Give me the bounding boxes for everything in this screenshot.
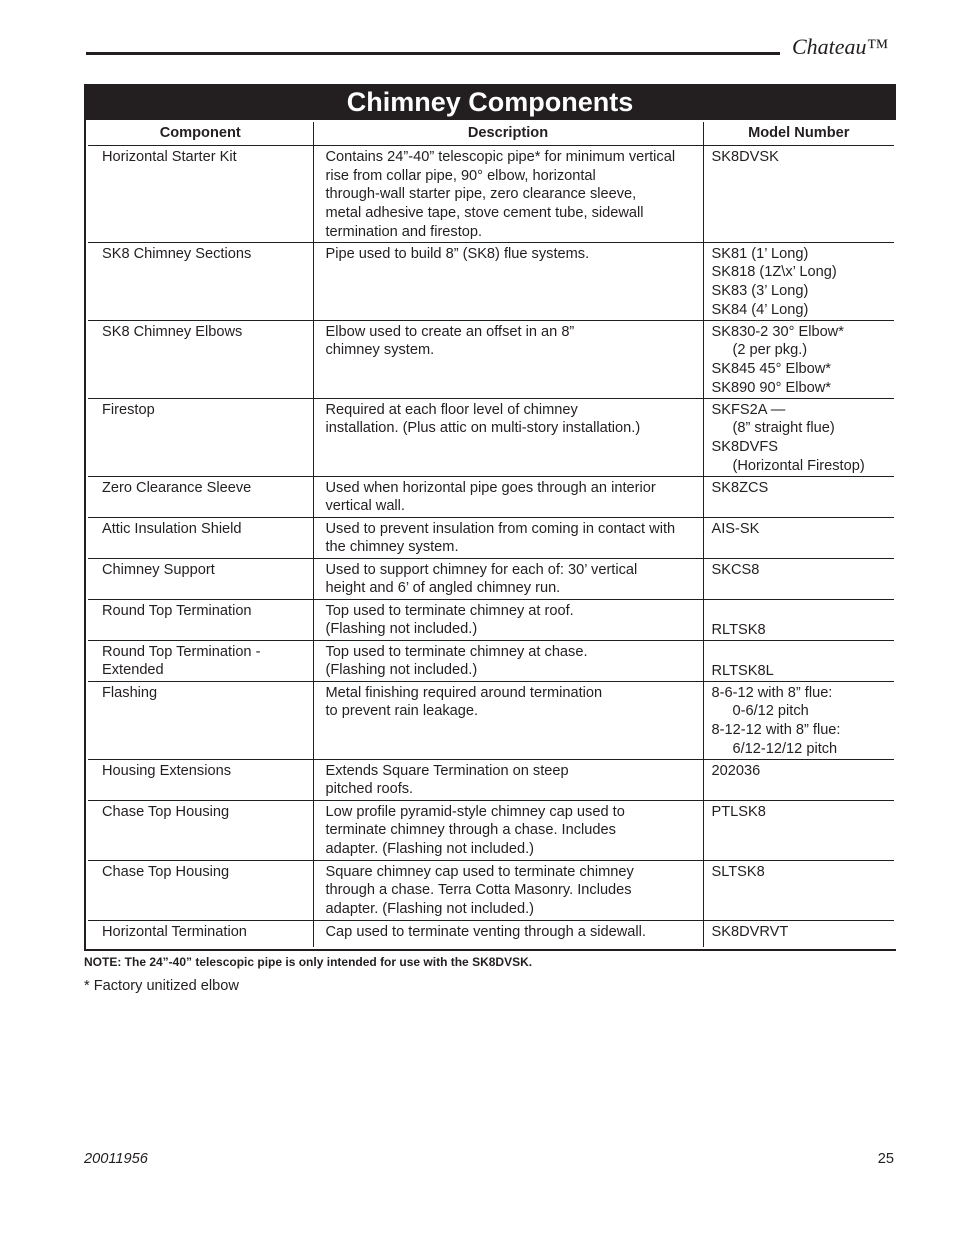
cell-line: PTLSK8 (711, 803, 766, 820)
cell-line: installation. (Plus attic on multi-story installation.) (325, 420, 641, 437)
cell-line: Zero Clearance Sleeve (102, 479, 252, 496)
description-cell (313, 558, 703, 599)
chimney-components-table (84, 84, 896, 951)
column-header-model-number: Model Number (703, 121, 895, 146)
cell-line: 202036 (711, 762, 761, 779)
cell-line: SK84 (4’ Long) (711, 301, 809, 318)
column-header-description: Description (313, 121, 703, 146)
component-cell (87, 242, 313, 320)
table-row (87, 599, 895, 640)
cell-line: Top used to terminate chimney at chase. (325, 643, 588, 660)
table-row (87, 242, 895, 320)
cell-line: through-wall starter pipe, zero clearance sleeve, (325, 186, 637, 203)
cell-line: Top used to terminate chimney at roof. (325, 602, 574, 619)
model-number-cell (703, 517, 895, 558)
model-number-cell (703, 320, 895, 398)
table-title: Chimney Components (86, 86, 894, 120)
component-cell (87, 681, 313, 759)
cell-line: adapter. (Flashing not included.) (325, 900, 534, 917)
cell-line: pitched roofs. (325, 781, 414, 798)
cell-line: terminate chimney through a chase. Includes (325, 822, 616, 839)
cell-line: (Horizontal Firestop) (732, 457, 865, 474)
table-row (87, 517, 895, 558)
cell-line: RLTSK8L (711, 662, 774, 679)
document-number: 20011956 (84, 1151, 148, 1167)
cell-line: termination and firestop. (325, 223, 483, 240)
table-row (87, 398, 895, 476)
cell-line: SK8DVRVT (711, 923, 789, 940)
table-row (87, 640, 895, 681)
component-cell (87, 476, 313, 517)
table-header-row (87, 121, 895, 146)
cell-line: Contains 24”-40” telescopic pipe* for minimum vertical (325, 149, 676, 165)
component-cell (87, 398, 313, 476)
cell-line: Horizontal Starter Kit (102, 149, 237, 165)
cell-line: (Flashing not included.) (325, 662, 478, 679)
description-cell (313, 398, 703, 476)
cell-line: 8-6-12 with 8” flue: (711, 684, 833, 701)
cell-line: SK8DVFS (711, 438, 779, 455)
description-cell (313, 800, 703, 860)
cell-line: rise from collar pipe, 90° elbow, horizontal (325, 167, 596, 184)
description-cell (313, 599, 703, 640)
cell-line: 0-6/12 pitch (732, 703, 809, 720)
model-number-cell (703, 476, 895, 517)
cell-line: Round Top Termination (102, 602, 252, 619)
description-cell (313, 320, 703, 398)
table-row (87, 759, 895, 800)
cell-line: Firestop (102, 401, 155, 418)
table-row (87, 146, 895, 243)
cell-line: SK8 Chimney Elbows (102, 323, 243, 340)
description-cell (313, 759, 703, 800)
model-number-cell (703, 242, 895, 320)
table-row (87, 558, 895, 599)
cell-line: Cap used to terminate venting through a sidewall. (325, 923, 646, 940)
cell-line: chimney system. (325, 342, 435, 359)
component-cell (87, 517, 313, 558)
cell-line: Elbow used to create an offset in an 8” (325, 323, 575, 340)
cell-line: SK8DVSK (711, 149, 779, 165)
cell-line: (Flashing not included.) (325, 621, 478, 638)
cell-line: Square chimney cap used to terminate chimney (325, 863, 634, 880)
table-row (87, 681, 895, 759)
note-text: NOTE: The 24”-40” telescopic pipe is only intended for use with the SK8DVSK. (84, 955, 533, 969)
model-number-cell (703, 860, 895, 920)
components-grid (86, 120, 896, 949)
component-cell (87, 920, 313, 948)
cell-line: (2 per pkg.) (732, 342, 808, 359)
component-cell (87, 320, 313, 398)
cell-line: Required at each floor level of chimney (325, 401, 578, 418)
cell-line: RLTSK8 (711, 621, 766, 638)
cell-line: SKFS2A — (711, 401, 786, 418)
cell-line: Round Top Termination - (102, 643, 261, 660)
page-number: 25 (877, 1151, 894, 1167)
cell-line: SLTSK8 (711, 863, 765, 880)
cell-line: Attic Insulation Shield (102, 520, 242, 537)
cell-line: SK890 90° Elbow* (711, 379, 831, 396)
cell-line: Extended (102, 662, 164, 679)
cell-line: SK8ZCS (711, 479, 769, 496)
description-cell (313, 920, 703, 948)
cell-line: adapter. (Flashing not included.) (325, 840, 534, 857)
cell-line: (8” straight flue) (732, 420, 835, 437)
cell-line: Chase Top Housing (102, 803, 230, 820)
model-number-cell (703, 640, 895, 681)
model-number-cell (703, 800, 895, 860)
brand-title: Chateau™ (792, 34, 889, 59)
component-cell (87, 558, 313, 599)
cell-line: SK8 Chimney Sections (102, 245, 252, 262)
model-number-cell (703, 920, 895, 948)
cell-line: SK845 45° Elbow* (711, 360, 831, 377)
cell-line: Used to prevent insulation from coming in contact with (325, 520, 676, 537)
cell-line: SK830-2 30° Elbow* (711, 323, 844, 340)
cell-line: SK83 (3’ Long) (711, 282, 809, 299)
description-cell (313, 476, 703, 517)
footnote-text: * Factory unitized elbow (84, 978, 239, 994)
cell-line: Metal finishing required around termination (325, 684, 603, 701)
description-cell (313, 640, 703, 681)
cell-line: Chase Top Housing (102, 863, 230, 880)
table-body (87, 146, 895, 949)
cell-line: through a chase. Terra Cotta Masonry. Includes (325, 882, 632, 899)
cell-line: 8-12-12 with 8” flue: (711, 721, 841, 738)
cell-line: SKCS8 (711, 561, 760, 578)
cell-line: Chimney Support (102, 561, 215, 578)
model-number-cell (703, 759, 895, 800)
model-number-cell (703, 398, 895, 476)
cell-line: Low profile pyramid-style chimney cap used to (325, 803, 625, 820)
model-number-cell (703, 599, 895, 640)
cell-line: 6/12-12/12 pitch (732, 740, 838, 757)
cell-line: Used to support chimney for each of: 30’ vertical (325, 561, 638, 578)
description-cell (313, 146, 703, 243)
table-row (87, 860, 895, 920)
cell-line: Pipe used to build 8” (SK8) flue systems. (325, 245, 590, 262)
cell-line: Extends Square Termination on steep (325, 762, 569, 779)
cell-line: Horizontal Termination (102, 923, 247, 940)
model-number-cell (703, 146, 895, 243)
description-cell (313, 860, 703, 920)
cell-line: height and 6’ of angled chimney run. (325, 580, 561, 597)
cell-line: SK818 (1Z\x’ Long) (711, 264, 837, 281)
model-number-cell (703, 681, 895, 759)
table-row (87, 920, 895, 948)
table-row (87, 320, 895, 398)
header-rule (86, 52, 780, 55)
cell-line: the chimney system. (325, 539, 459, 556)
table-row (87, 476, 895, 517)
description-cell (313, 242, 703, 320)
cell-line: AIS-SK (711, 520, 760, 537)
description-cell (313, 681, 703, 759)
model-number-cell (703, 558, 895, 599)
cell-line: vertical wall. (325, 498, 405, 515)
component-cell (87, 146, 313, 243)
component-cell (87, 759, 313, 800)
column-header-component: Component (87, 121, 313, 146)
component-cell (87, 640, 313, 681)
component-cell (87, 800, 313, 860)
table-row (87, 800, 895, 860)
component-cell (87, 860, 313, 920)
cell-line: Housing Extensions (102, 762, 231, 779)
cell-line: to prevent rain leakage. (325, 703, 479, 720)
cell-line: Used when horizontal pipe goes through an interior (325, 479, 656, 496)
cell-line: SK81 (1’ Long) (711, 245, 809, 262)
description-cell (313, 517, 703, 558)
component-cell (87, 599, 313, 640)
cell-line: metal adhesive tape, stove cement tube, sidewall (325, 205, 644, 222)
cell-line: Flashing (102, 684, 158, 701)
